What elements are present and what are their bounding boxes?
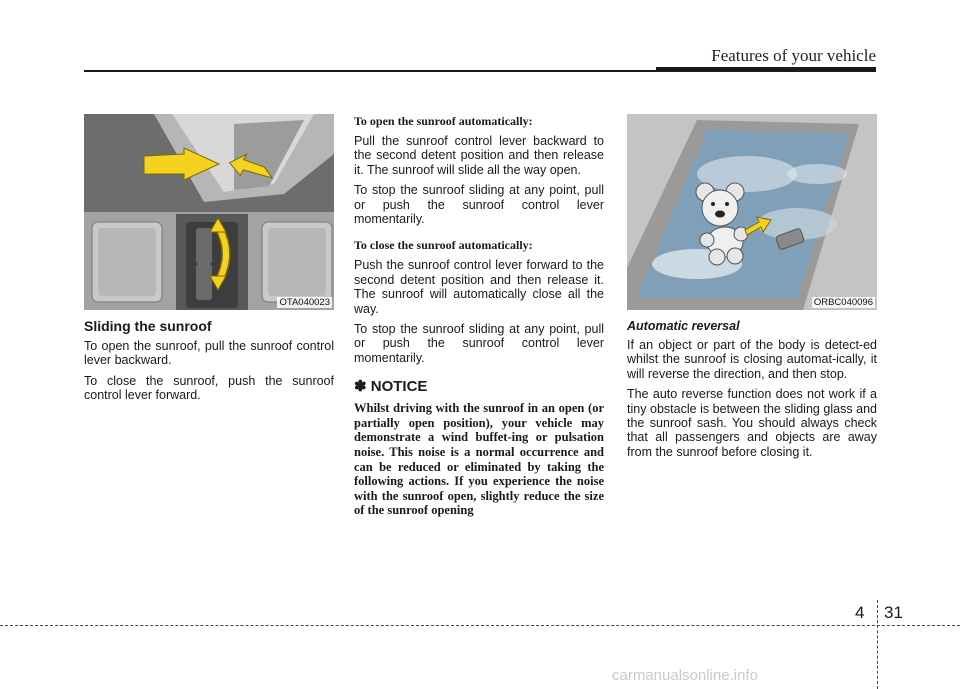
column-2 xyxy=(354,114,604,518)
reversal-paragraph: If an object or part of the body is detect-ed whilst the sunroof is closing automat-ically, it will reverse the direction, and then stop. xyxy=(627,338,877,381)
notice-heading: ✽ NOTICE xyxy=(354,378,428,396)
footer-rule xyxy=(0,625,960,626)
open-instruction: To open the sunroof, pull the sunroof control lever backward. xyxy=(84,339,334,368)
open-auto-stop-paragraph: To stop the sunroof sliding at any point, pull or push the sunroof control lever momentarily. xyxy=(354,183,604,227)
automatic-reversal-illustration xyxy=(627,114,877,310)
footer-divider xyxy=(877,600,878,689)
column-1 xyxy=(84,114,334,409)
open-auto-heading: To open the sunroof automatically: xyxy=(354,114,533,128)
figure-code: ORBC040096 xyxy=(813,297,873,308)
close-instruction: To close the sunroof, push the sunroof control lever forward. xyxy=(84,373,334,403)
sunroof-lever-illustration xyxy=(84,114,334,310)
automatic-reversal-heading: Automatic reversal xyxy=(627,319,740,333)
sunroof-lever-figure xyxy=(84,114,334,310)
automatic-reversal-figure xyxy=(627,114,877,310)
section-title: Features of your vehicle xyxy=(711,46,876,65)
chapter-number: 4 xyxy=(855,603,865,622)
header-rule-accent xyxy=(656,67,876,72)
sliding-sunroof-heading: Sliding the sunroof xyxy=(84,318,212,334)
notice-text: Whilst driving with the sunroof in an open (or partially open position), your vehicle may demonstrate a wind buffet-ing or pulsation noise. This noise is a normal occurrence and can be reduced or eliminated by taking the following actions. If you experience the noise with the sunroof open, slightly reduce the size of the sunroof opening xyxy=(354,401,604,518)
close-auto-heading: To close the sunroof automatically: xyxy=(354,238,533,253)
close-auto-paragraph: Push the sunroof control lever forward to the second detent position and then release it. The sunroof will automatically close all the way. xyxy=(354,258,604,316)
column-3 xyxy=(627,114,877,465)
open-auto-paragraph: Pull the sunroof control lever backward to the second detent position and then release it. The sunroof will slide all the way open. xyxy=(354,134,604,177)
watermark: carmanualsonline.info xyxy=(612,667,758,684)
page-number: 31 xyxy=(884,603,903,622)
reversal-warning-paragraph: The auto reverse function does not work if a tiny obstacle is between the sliding glass and the sunroof sash. You should always check that all passengers and objects are away from the sunroof before closing it. xyxy=(627,387,877,459)
close-auto-stop-paragraph: To stop the sunroof sliding at any point, pull or push the sunroof control lever momentarily. xyxy=(354,322,604,365)
figure-code: OTA040023 xyxy=(279,297,330,308)
